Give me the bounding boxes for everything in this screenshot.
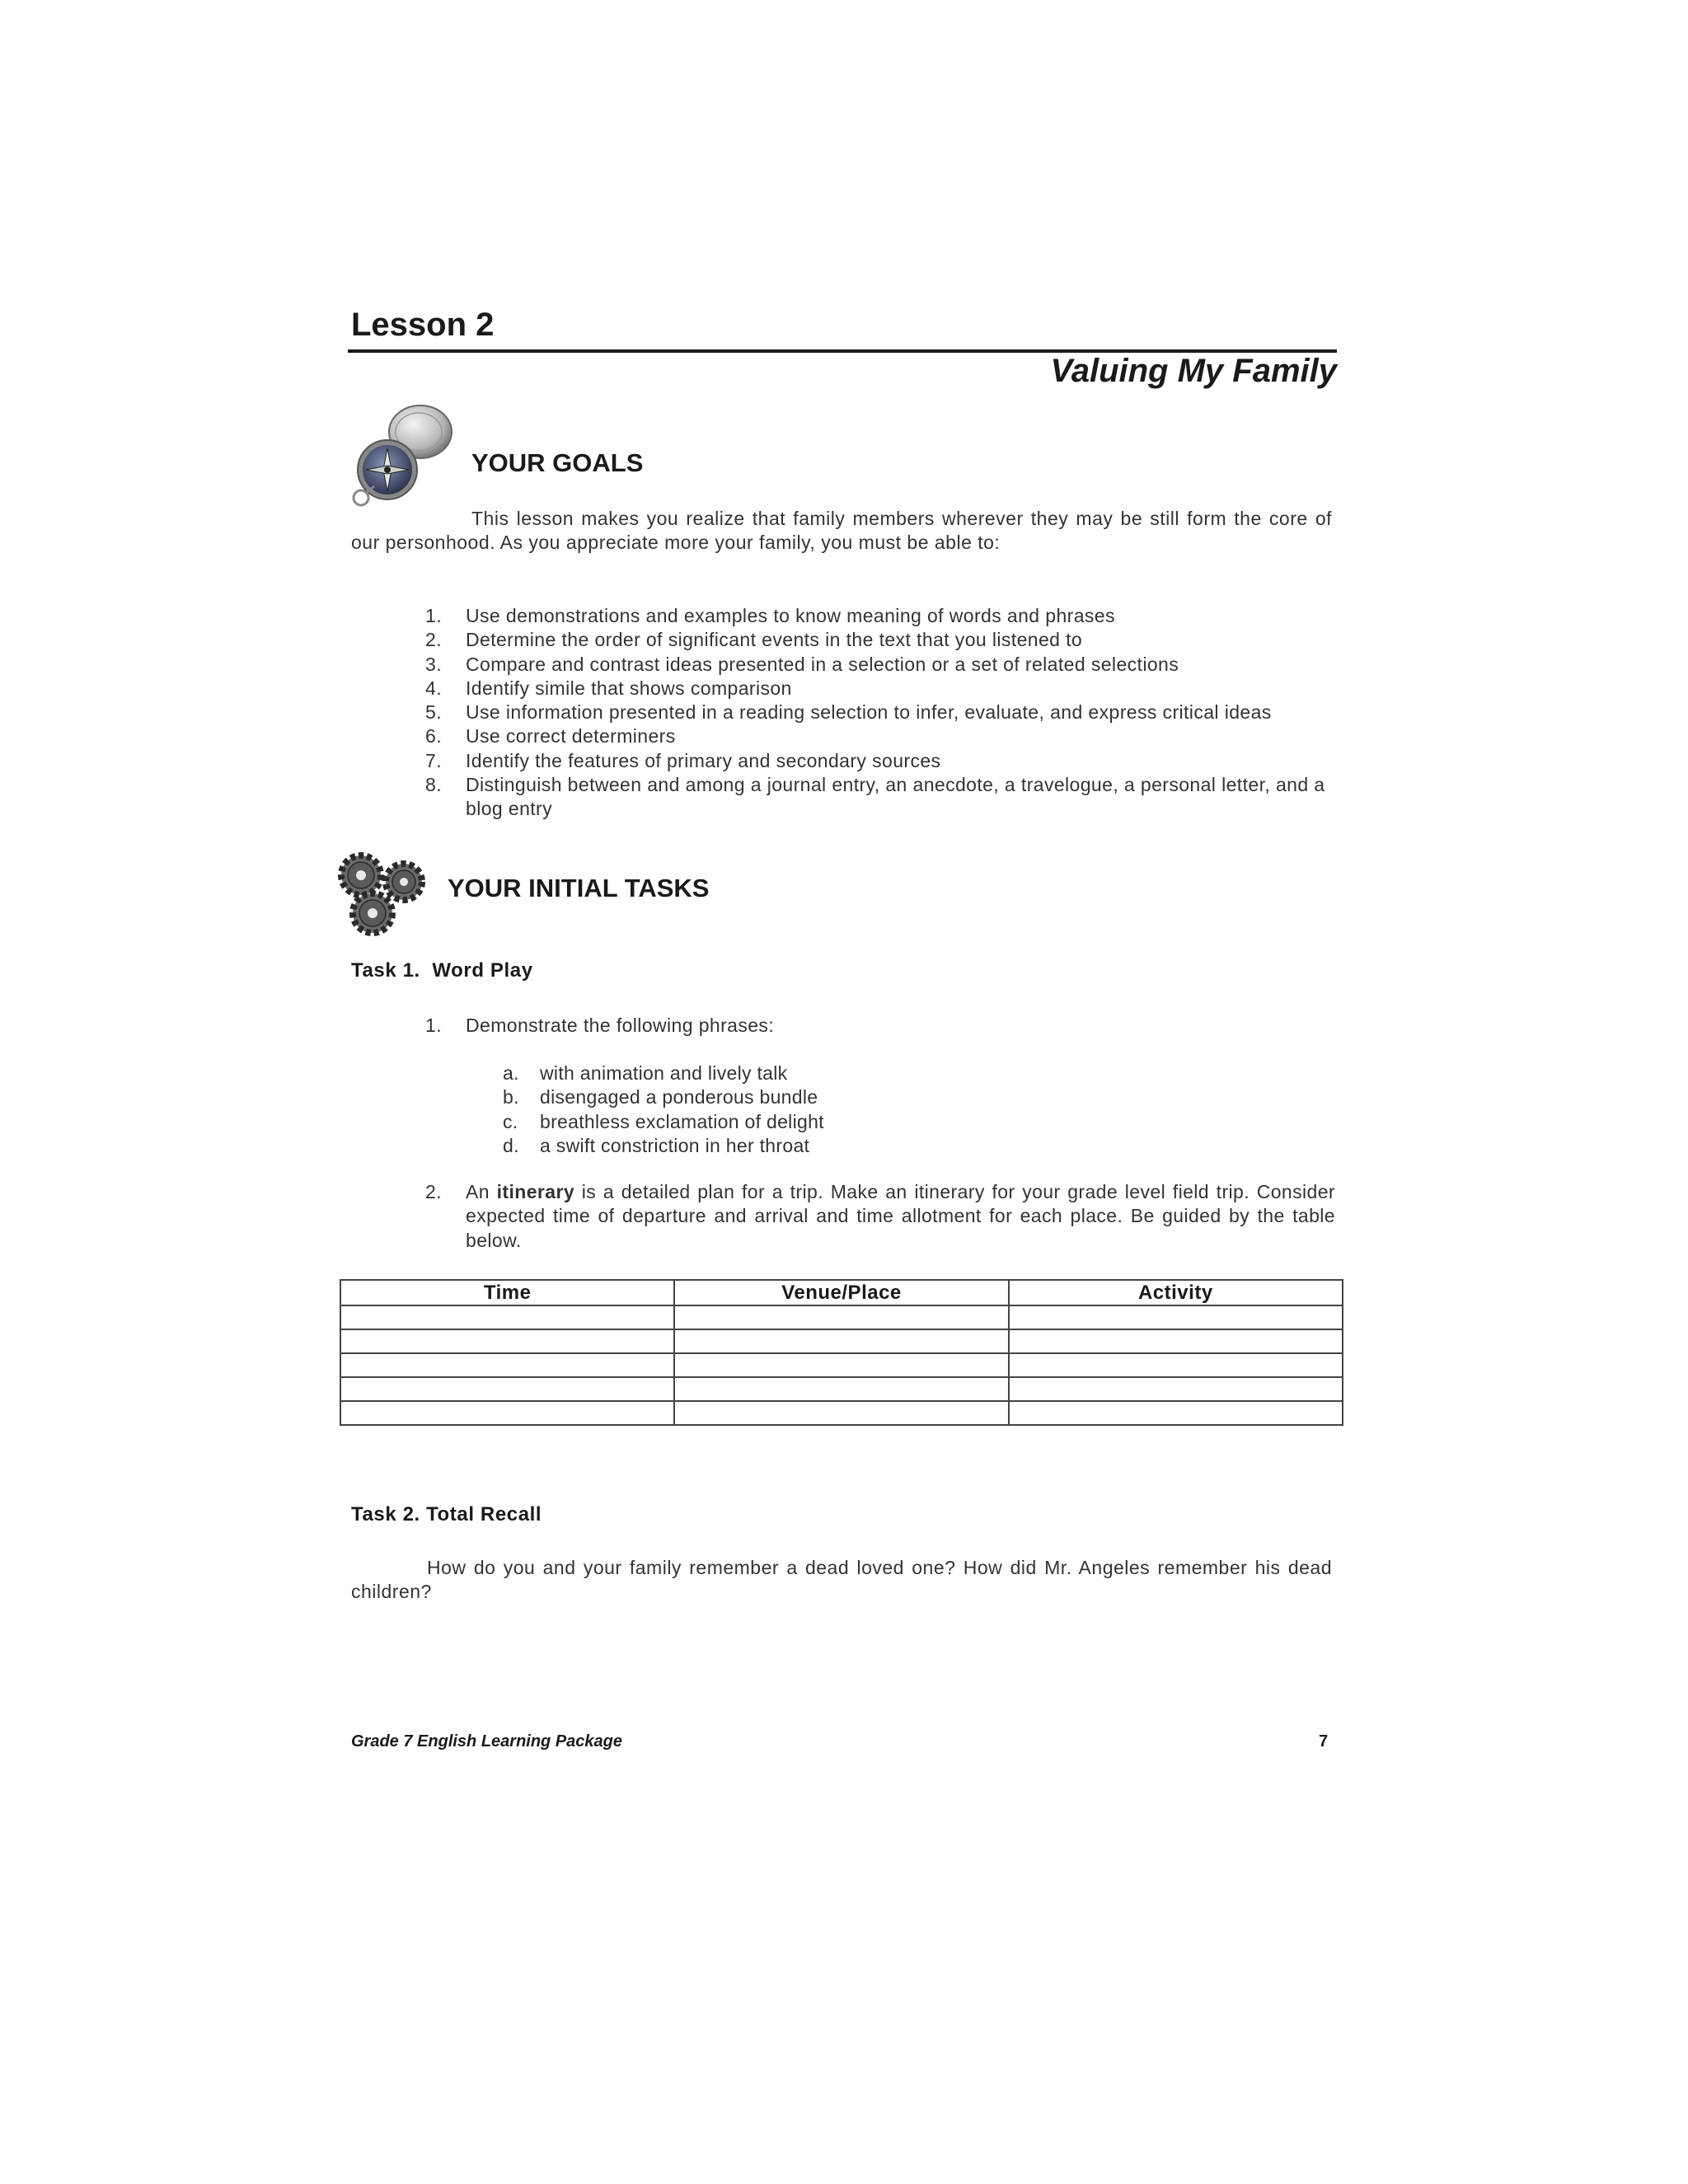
list-item-text: Identify simile that shows comparison bbox=[466, 677, 792, 699]
lesson-title: Lesson 2 bbox=[351, 307, 495, 343]
task2-paragraph bbox=[351, 1556, 1332, 1604]
table-cell bbox=[340, 1377, 674, 1401]
list-item-text: Demonstrate the following phrases: bbox=[466, 1015, 775, 1036]
column-header-time: Time bbox=[340, 1280, 674, 1305]
list-item-text: disengaged a ponderous bundle bbox=[540, 1086, 818, 1108]
list-item bbox=[420, 653, 1335, 677]
text-prefix: An bbox=[466, 1181, 497, 1202]
table-cell bbox=[1009, 1401, 1343, 1425]
task1-list-item2 bbox=[420, 1180, 1335, 1253]
table-cell bbox=[340, 1401, 674, 1425]
column-header-activity: Activity bbox=[1009, 1280, 1343, 1305]
table-row bbox=[340, 1353, 1343, 1377]
list-item-text: Identify the features of primary and secondary sources bbox=[466, 749, 941, 771]
table-cell bbox=[340, 1305, 674, 1329]
list-number: 2. bbox=[425, 1181, 442, 1202]
table-row bbox=[340, 1305, 1343, 1329]
column-header-venue: Venue/Place bbox=[674, 1280, 1008, 1305]
list-item-text: Use demonstrations and examples to know meaning of words and phrases bbox=[466, 605, 1115, 626]
list-number: 4. bbox=[425, 677, 442, 699]
list-letter: d. bbox=[503, 1134, 519, 1156]
table-cell bbox=[340, 1353, 674, 1377]
list-number: 8. bbox=[425, 774, 442, 796]
table-header-row bbox=[340, 1280, 1343, 1305]
list-item bbox=[495, 1085, 824, 1109]
list-item-text: Determine the order of significant events in the text that you listened to bbox=[466, 629, 1083, 651]
list-item bbox=[420, 1014, 1335, 1038]
table-cell bbox=[1009, 1353, 1343, 1377]
list-item bbox=[420, 1180, 1335, 1253]
list-letter: a. bbox=[503, 1062, 519, 1084]
list-item bbox=[420, 701, 1335, 724]
list-number: 3. bbox=[425, 653, 442, 675]
lesson-subtitle: Valuing My Family bbox=[1050, 353, 1337, 389]
table-cell bbox=[674, 1329, 1008, 1353]
footer-title: Grade 7 English Learning Package bbox=[351, 1732, 623, 1750]
list-item-text: a swift constriction in her throat bbox=[540, 1134, 810, 1156]
list-item bbox=[495, 1062, 824, 1085]
task1-list bbox=[420, 1014, 1335, 1038]
table-cell bbox=[1009, 1329, 1343, 1353]
list-letter: c. bbox=[503, 1110, 518, 1132]
goals-intro-paragraph bbox=[351, 507, 1332, 555]
list-number: 1. bbox=[425, 605, 442, 626]
table-cell bbox=[674, 1377, 1008, 1401]
goals-intro-text: This lesson makes you realize that family members wherever they may be still form the core of our personhood. As you appreciate more your family, you must be able to: bbox=[351, 508, 1332, 553]
list-item bbox=[420, 628, 1335, 652]
list-item-text: Compare and contrast ideas presented in a selection or a set of related selections bbox=[466, 653, 1179, 675]
list-item-text: Use information presented in a reading selection to infer, evaluate, and express critical ideas bbox=[466, 701, 1272, 724]
phrases-list bbox=[495, 1062, 824, 1158]
list-number: 2. bbox=[425, 629, 442, 651]
itinerary-table bbox=[340, 1279, 1343, 1426]
text-suffix: is a detailed plan for a trip. Make an itinerary for your grade level field trip. Consider expected time of departure and arrival and time allotment for each place. Be guided by the table below. bbox=[466, 1181, 1335, 1251]
task2-text: How do you and your family remember a dead loved one? How did Mr. Angeles remember his dead children? bbox=[351, 1557, 1332, 1602]
list-item bbox=[420, 604, 1335, 628]
table-cell bbox=[674, 1353, 1008, 1377]
list-letter: b. bbox=[503, 1086, 519, 1108]
table-cell bbox=[340, 1329, 674, 1353]
list-item-text: Distinguish between and among a journal entry, an anecdote, a travelogue, a personal letter, and a blog entry bbox=[466, 774, 1325, 820]
compass-icon bbox=[346, 401, 462, 516]
task2-heading: Task 2. Total Recall bbox=[351, 1503, 542, 1526]
list-item bbox=[495, 1110, 824, 1134]
table-row bbox=[340, 1329, 1343, 1353]
list-number: 6. bbox=[425, 725, 442, 748]
list-item bbox=[420, 773, 1335, 822]
initial-tasks-heading: YOUR INITIAL TASKS bbox=[448, 874, 710, 902]
list-item bbox=[495, 1134, 824, 1158]
list-number: 5. bbox=[425, 701, 442, 724]
list-item bbox=[420, 724, 1335, 748]
task1-heading: Task 1. Word Play bbox=[351, 959, 533, 982]
list-item-text bbox=[466, 1180, 1335, 1253]
list-item bbox=[420, 677, 1335, 701]
table-row bbox=[340, 1401, 1343, 1425]
goals-heading: YOUR GOALS bbox=[471, 448, 644, 477]
list-number: 7. bbox=[425, 749, 442, 771]
table-cell bbox=[674, 1401, 1008, 1425]
goals-list bbox=[420, 604, 1335, 822]
list-number: 1. bbox=[425, 1015, 442, 1036]
table-cell bbox=[1009, 1377, 1343, 1401]
list-item bbox=[420, 749, 1335, 773]
list-item-text: Use correct determiners bbox=[466, 725, 676, 748]
page-number: 7 bbox=[1319, 1732, 1329, 1750]
table-cell bbox=[674, 1305, 1008, 1329]
itinerary-term: itinerary bbox=[496, 1181, 575, 1202]
gears-icon bbox=[330, 849, 437, 940]
list-item-text: with animation and lively talk bbox=[540, 1062, 788, 1084]
table-cell bbox=[1009, 1305, 1343, 1329]
table-row bbox=[340, 1377, 1343, 1401]
list-item-text: breathless exclamation of delight bbox=[540, 1110, 824, 1132]
